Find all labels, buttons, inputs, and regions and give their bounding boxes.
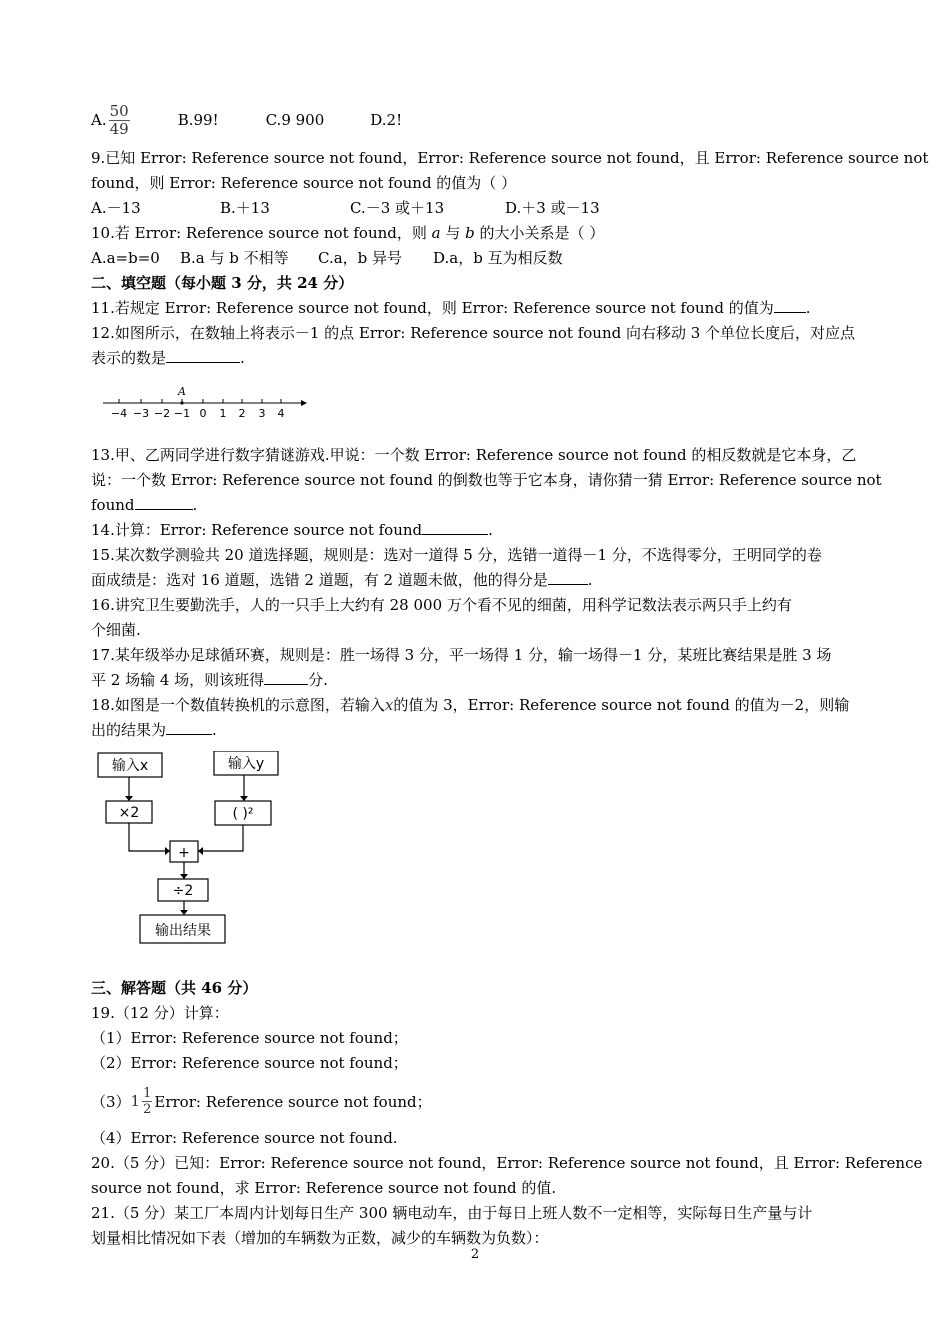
input-x-box: 输入x bbox=[111, 758, 149, 774]
flowchart bbox=[96, 751, 296, 951]
tick-label: 0 bbox=[199, 407, 207, 420]
q8-option-c: C.9 900 bbox=[265, 111, 325, 129]
tick-label: −2 bbox=[153, 407, 171, 420]
q12-line-1: 12.如图所示，在数轴上将表示－1 的点 Error: Reference source not found 向右移动 3 个单位长度后，对应点 bbox=[91, 324, 856, 342]
q9-option-b: B.＋13 bbox=[220, 199, 270, 217]
answer-blank bbox=[422, 519, 488, 535]
section-2-heading: 二、填空题（每小题 3 分，共 24 分） bbox=[91, 274, 354, 292]
q11: 11.若规定 Error: Reference source not found，则 Error: Reference source not found 的值为 . bbox=[91, 299, 811, 317]
q19-stem: 19.（12 分）计算： bbox=[91, 1004, 229, 1022]
q10-options bbox=[91, 246, 860, 271]
tick-label: 1 bbox=[219, 407, 227, 420]
square-box: ( )² bbox=[232, 806, 254, 822]
q8-option-b: B.99! bbox=[177, 111, 219, 129]
q20-line-1: 20.（5 分）已知：Error: Reference source not found，Error: Reference source not found，且 Error: Reference bbox=[91, 1154, 923, 1172]
tick-label: −3 bbox=[132, 407, 150, 420]
q9-option-c: C.－3 或＋13 bbox=[350, 199, 445, 217]
plus-box: + bbox=[178, 845, 190, 861]
fraction: $\frac{50}{49}$ bbox=[109, 101, 129, 138]
tick-label: 4 bbox=[277, 407, 285, 420]
tick-label: 2 bbox=[238, 407, 246, 420]
point-a-dot bbox=[180, 401, 183, 404]
mixed-number: 1 $\frac{1}{2}$ bbox=[130, 1085, 152, 1117]
answer-blank bbox=[135, 494, 193, 510]
q21-line-2: 划量相比情况如下表（增加的车辆数为正数，减少的车辆数为负数）： bbox=[91, 1229, 549, 1247]
q9-option-a: A.－13 bbox=[91, 199, 141, 217]
q9-option-d: D.＋3 或－13 bbox=[505, 199, 600, 217]
q16-line-2: 个细菌. bbox=[91, 621, 141, 639]
q9-line-1: 9.已知 Error: Reference source not found，Error: Reference source not found，且 Error: Reference source not bbox=[91, 149, 929, 167]
number-line bbox=[101, 383, 321, 423]
q21-line-1: 21.（5 分）某工厂本周内计划每日生产 300 辆电动车，由于每日上班人数不一定相等，实际每日生产量与计 bbox=[91, 1204, 813, 1222]
number-line-figure bbox=[91, 379, 860, 443]
times-two-box: ×2 bbox=[118, 805, 140, 821]
q18-line-2: 出的结果为 . bbox=[91, 721, 217, 739]
q19-part-3: （3） 1 $\frac{1}{2}$ Error: Reference source not found； bbox=[91, 1085, 432, 1117]
q8-option-d: D.2! bbox=[370, 111, 403, 129]
tick-label: 3 bbox=[258, 407, 266, 420]
divide-two-box: ÷2 bbox=[172, 883, 194, 899]
q14: 14.计算：Error: Reference source not found . bbox=[91, 521, 493, 539]
tick-label: −1 bbox=[173, 407, 191, 420]
q13-line-2: 说：一个数 Error: Reference source not found 的倒数也等于它本身，请你猜一猜 Error: Reference source not bbox=[91, 471, 882, 489]
answer-blank bbox=[166, 347, 240, 363]
q17-line-1: 17.某年级举办足球循环赛，规则是：胜一场得 3 分，平一场得 1 分，输一场得－1 分，某班比赛结果是胜 3 场 bbox=[91, 646, 832, 664]
answer-blank bbox=[264, 669, 308, 685]
q12-line-2: 表示的数是 . bbox=[91, 349, 245, 367]
q10-stem: 10.若 Error: Reference source not found，则 a 与 b 的大小关系是（ ） bbox=[91, 224, 605, 242]
q9-options bbox=[91, 196, 860, 221]
q10-option-c: C.a，b 异号 bbox=[318, 249, 403, 267]
section-3-heading: 三、解答题（共 46 分） bbox=[91, 979, 258, 997]
output-box: 输出结果 bbox=[155, 923, 211, 939]
conversion-machine-figure bbox=[91, 751, 860, 976]
q13-line-3: found . bbox=[91, 496, 198, 514]
input-y-box: 输入y bbox=[227, 756, 265, 772]
q20-line-2: source not found，求 Error: Reference source not found 的值. bbox=[91, 1179, 557, 1197]
tick-label: −4 bbox=[110, 407, 128, 420]
answer-blank bbox=[548, 569, 588, 585]
fraction: $\frac{1}{2}$ bbox=[143, 1085, 152, 1117]
q8-option-a: A. $\frac{50}{49}$ bbox=[91, 101, 129, 138]
q10-option-d: D.a，b 互为相反数 bbox=[433, 249, 563, 267]
q16-line-1: 16.讲究卫生要勤洗手，人的一只手上大约有 28 000 万个看不见的细菌，用科学记数法表示两只手上约有 bbox=[91, 596, 792, 614]
q9-line-2: found，则 Error: Reference source not found 的值为（ ） bbox=[91, 174, 517, 192]
q18-line-1: 18.如图是一个数值转换机的示意图，若输入x的值为 3，Error: Reference source not found 的值为－2，则输 bbox=[91, 696, 850, 714]
page-number: 2 bbox=[470, 1247, 480, 1262]
q17-line-2: 平 2 场输 4 场，则该班得 分. bbox=[91, 671, 328, 689]
q19-part-4: （4）Error: Reference source not found. bbox=[91, 1129, 398, 1147]
q10-option-b: B.a 与 b 不相等 bbox=[180, 249, 289, 267]
q15-line-1: 15.某次数学测验共 20 道选择题，规则是：选对一道得 5 分，选错一道得－1 分，不选得零分，王明同学的卷 bbox=[91, 546, 822, 564]
q8-options bbox=[91, 98, 860, 142]
page-content bbox=[91, 98, 929, 1251]
q13-line-1: 13.甲、乙两同学进行数字猜谜游戏.甲说：一个数 Error: Reference source not found 的相反数就是它本身，乙 bbox=[91, 446, 857, 464]
q15-line-2: 面成绩是：选对 16 道题，选错 2 道题，有 2 道题未做，他的得分是 . bbox=[91, 571, 593, 589]
q10-option-a: A.a=b=0 bbox=[91, 249, 160, 267]
answer-blank bbox=[166, 719, 212, 735]
point-a-label: A bbox=[178, 385, 186, 398]
q19-part-2: （2）Error: Reference source not found； bbox=[91, 1054, 408, 1072]
q19-part-1: （1）Error: Reference source not found； bbox=[91, 1029, 408, 1047]
answer-blank bbox=[774, 297, 806, 313]
